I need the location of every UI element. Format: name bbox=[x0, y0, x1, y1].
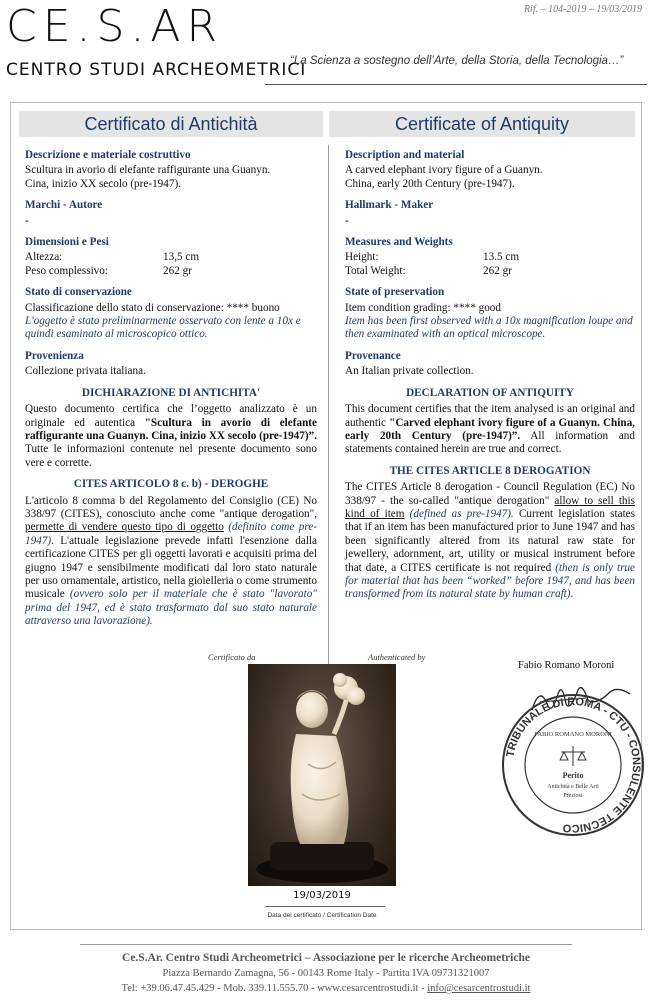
cites-heading: THE CITES ARTICLE 8 DEROGATION bbox=[389, 464, 591, 477]
declaration-heading: DICHIARAZIONE DI ANTICHITA' bbox=[81, 386, 261, 399]
dimension-key: Total Weight: bbox=[345, 264, 406, 277]
description-line: A carved elephant ivory figure of a Guanyn. bbox=[345, 164, 543, 177]
dimension-key: Peso complessivo: bbox=[25, 264, 108, 277]
section-heading: Descrizione e materiale costruttivo bbox=[25, 149, 191, 161]
dimension-key: Height: bbox=[345, 251, 379, 264]
conservation-note: Item has been first observed with a 10x magnification loupe and then examinated with an optical microscope. bbox=[345, 315, 633, 341]
section-dimensions bbox=[345, 236, 635, 278]
section-cites bbox=[25, 478, 317, 628]
section-heading: Description and material bbox=[345, 149, 465, 161]
dimension-row bbox=[25, 251, 317, 264]
stamp-outer-text: TRIBUNALE DI ROMA - CTU - CONSULENTE TECNICO bbox=[504, 695, 643, 835]
cites-underlined: allow to sell this kind of item bbox=[345, 494, 635, 520]
footer-divider bbox=[80, 944, 572, 945]
conservation-note: L'oggetto è stato preliminarmente osservato con lente a 10x e quindi esaminato al microscopico ottico. bbox=[25, 315, 301, 341]
declaration-part: Questo documento certifica che l’oggetto analizzato è un originale ed autentica bbox=[25, 403, 317, 429]
declaration-part: This document certifies that the item analysed is an original and authentic bbox=[345, 403, 635, 429]
hallmark-value: - bbox=[345, 214, 349, 227]
logo-main: CE.S.AR bbox=[6, 1, 224, 52]
cites-underlined: permette di vendere questo tipo di oggetto bbox=[25, 521, 224, 534]
declaration-item: "Scultura in avorio di elefante raffigurante una Guanyn. Cina, inizio XX secolo (pre-1947)”. bbox=[25, 416, 317, 442]
title-italian: Certificato di Antichità bbox=[19, 111, 323, 137]
footer-email-link[interactable]: info@cesarcentrostudi.it bbox=[427, 983, 531, 994]
section-heading: State of preservation bbox=[345, 286, 445, 299]
cites-part: L'articolo 8 comma b del Regolamento del Consiglio (CE) No 338/97 (CITES), conosciuto anche come "antique derogation", bbox=[25, 494, 317, 520]
item-photo bbox=[248, 664, 396, 886]
scales-icon bbox=[560, 746, 586, 766]
dimension-value: 13,5 cm bbox=[163, 251, 200, 264]
cites-heading: CITES ARTICOLO 8 c. b) - DEROGHE bbox=[73, 478, 269, 491]
official-stamp-icon bbox=[498, 690, 648, 840]
certification-date-caption: Data del certificato / Certification Date bbox=[267, 912, 377, 919]
declaration-item: "Carved elephant ivory figure of a Guanyn. China, early 20th Century (pre-1947)”. bbox=[345, 416, 635, 442]
dimension-row bbox=[345, 251, 635, 264]
motto: “La Scienza a sostegno dell’Arte, della Storia, della Tecnologia…” bbox=[290, 55, 624, 67]
column-italian bbox=[25, 149, 317, 637]
section-conservation bbox=[345, 286, 635, 342]
section-provenance bbox=[345, 350, 635, 379]
section-declaration bbox=[345, 387, 635, 457]
description-line: Cina, inizio XX secolo (pre-1947). bbox=[25, 177, 181, 190]
section-hallmark bbox=[25, 199, 317, 228]
cites-italic: (defined as pre-1947). bbox=[404, 507, 514, 520]
logo-subtitle: CENTRO STUDI ARCHEOMETRICI bbox=[6, 60, 307, 80]
cites-part: The CITES Article 8 derogation - Council Regulation (EC) No 338/97 - the so-called "antique derogation" bbox=[345, 481, 635, 507]
declaration-text bbox=[25, 403, 317, 470]
stamp-line: Antichità e Belle Arti bbox=[547, 784, 599, 790]
section-description bbox=[345, 149, 635, 191]
section-description bbox=[25, 149, 317, 191]
cites-italic: (ovvero solo per il materiale che è stato "lavorato" prima del 1947, ed è stato trasformato dal suo stato naturale attraverso una lavorazione). bbox=[25, 588, 317, 628]
footer-org: Ce.S.Ar. Centro Studi Archeometrici – Associazione per le ricerche Archeometriche bbox=[122, 952, 530, 964]
provenance-value: Collezione privata italiana. bbox=[25, 365, 146, 378]
stamp-name: FABIO ROMANO MORONI bbox=[534, 731, 612, 738]
certification-date: 19/03/2019 bbox=[293, 890, 351, 901]
title-english: Certificate of Antiquity bbox=[329, 111, 635, 137]
provenance-value: An Italian private collection. bbox=[345, 365, 474, 378]
conservation-grade: Item condition grading: **** good bbox=[345, 301, 501, 314]
section-conservation bbox=[25, 286, 317, 342]
section-heading: Dimensioni e Pesi bbox=[25, 236, 109, 249]
header bbox=[0, 0, 652, 100]
footer-phone-web: Tel: +39.06.47.45.429 - Mob. 339.11.555.70 - www.cesarcentrostudi.it - bbox=[121, 983, 428, 994]
footer-address: Piazza Bernardo Zamagna, 56 - 00143 Rome Italy - Partita IVA 09731321007 bbox=[162, 968, 490, 979]
authenticated-by-label: Authenticated by bbox=[368, 652, 426, 662]
section-hallmark bbox=[345, 199, 635, 228]
section-declaration bbox=[25, 387, 317, 470]
dimension-key: Altezza: bbox=[25, 251, 63, 264]
cites-part: Current legislation states that if an item has been manufactured prior to June 1947 and has been significantly altered from its natural raw state for jewellery, adornment, art, utility or musical instrument before that date, a CITES certificate is not required bbox=[345, 507, 635, 574]
cites-italic: (then is only true for material that has been “worked” before 1947, and has been transformed from its natural state by human craft). bbox=[345, 561, 635, 601]
column-english bbox=[345, 149, 635, 610]
conservation-grade: Classificazione dello stato di conservazione: **** buono bbox=[25, 301, 280, 314]
footer-contacts bbox=[0, 983, 652, 994]
date-underline bbox=[265, 906, 385, 907]
motto-underline bbox=[265, 84, 647, 85]
cites-part: . L'attuale legislazione prevede infatti l'esenzione dalla certificazione CITES per gli oggetti lavorati e acquisiti prima del giugno 1947 e sensibilmente modificati dal loro stato naturale per uso ornamentale, artistico, nella gioielleria o come strumento musicale bbox=[25, 534, 317, 601]
section-cites bbox=[345, 465, 635, 602]
description-line: China, early 20th Century (pre-1947). bbox=[345, 177, 515, 190]
section-heading: Provenance bbox=[345, 349, 401, 362]
section-heading: Marchi - Autore bbox=[25, 199, 103, 212]
column-divider bbox=[328, 145, 329, 685]
dimension-value: 262 gr bbox=[483, 264, 512, 277]
declaration-heading: DECLARATION OF ANTIQUITY bbox=[406, 386, 574, 399]
declaration-part: All information and statements contained herein are true and correct. bbox=[345, 429, 635, 456]
declaration-text bbox=[345, 403, 635, 457]
declaration-part: Tutte le informazioni contenute nel presente documento sono vere e corrette. bbox=[25, 443, 317, 469]
section-heading: Measures and Weights bbox=[345, 236, 453, 249]
dimension-row bbox=[25, 265, 317, 278]
dimension-value: 262 gr bbox=[163, 264, 192, 277]
section-heading: Provenienza bbox=[25, 349, 84, 362]
figurine-image bbox=[248, 664, 396, 886]
stamp-role: Perito bbox=[562, 771, 584, 780]
expert-name: Fabio Romano Moroni bbox=[518, 660, 615, 671]
section-heading: Hallmark - Maker bbox=[345, 199, 434, 212]
section-heading: Stato di conservazione bbox=[25, 286, 132, 299]
cites-text bbox=[345, 481, 635, 602]
section-provenance bbox=[25, 350, 317, 379]
section-dimensions bbox=[25, 236, 317, 278]
hallmark-value: - bbox=[25, 214, 29, 227]
description-line: Scultura in avorio di elefante raffigurante una Guanyn. bbox=[25, 164, 271, 177]
reference-number: Rif. – 104-2019 – 19/03/2019 bbox=[523, 4, 642, 15]
certified-by-label: Certificato da bbox=[208, 652, 256, 662]
stamp-line: Preziosi bbox=[563, 793, 583, 799]
dimension-row bbox=[345, 265, 635, 278]
dimension-value: 13.5 cm bbox=[483, 251, 520, 264]
cites-italic: (definito come pre-1947) bbox=[25, 521, 317, 547]
cites-text bbox=[25, 495, 317, 629]
